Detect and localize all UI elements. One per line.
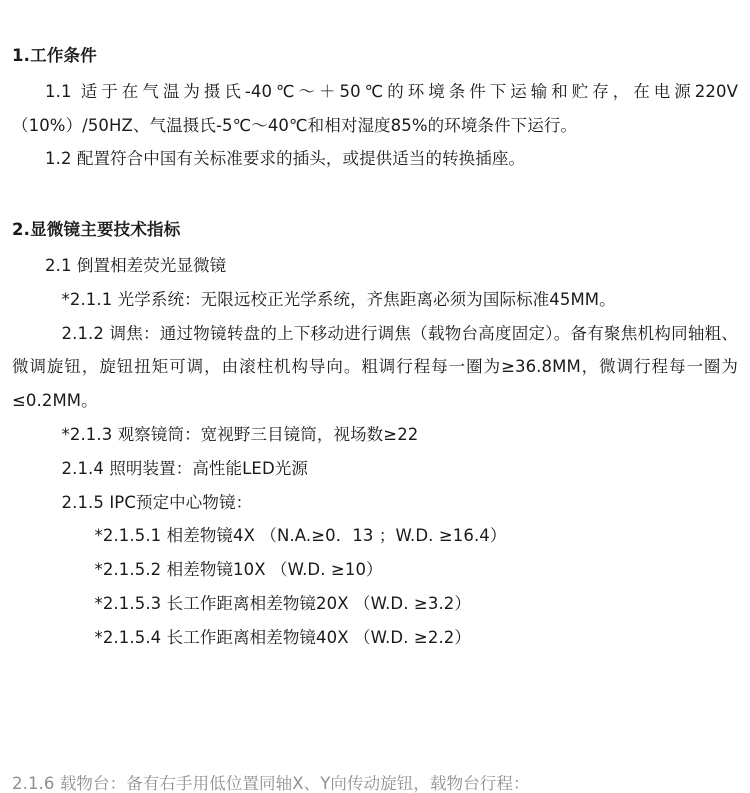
section-heading-1: 1.工作条件 <box>12 46 97 65</box>
paragraph-2-1-2: 2.1.2 调焦：通过物镜转盘的上下移动进行调焦（载物台高度固定）。备有聚焦机构同轴粗、微调旋钮，旋钮扭矩可调，由滚柱机构导向。粗调行程每一圈为≥36.8MM，微调行程每一圈为≤0.2MM。 <box>12 323 738 411</box>
paragraph-2-1-5-1: *2.1.5.1 相差物镜4X （N.A.≥0．13 ；W.D. ≥16.4） <box>94 526 507 546</box>
paragraph-2-1-5: 2.1.5 IPC预定中心物镜： <box>61 492 253 512</box>
paragraph-2-1-5-4: *2.1.5.4 长工作距离相差物镜40X （W.D. ≥2.2） <box>94 627 471 647</box>
paragraph-2-1-5-3: *2.1.5.3 长工作距离相差物镜20X （W.D. ≥3.2） <box>94 594 471 614</box>
paragraph-2-1-3: *2.1.3 观察镜筒：宽视野三目镜筒，视场数≥22 <box>61 425 419 444</box>
paragraph-2-1: 2.1 倒置相差荧光显微镜 <box>45 255 227 275</box>
truncated-line-container <box>0 767 750 793</box>
section-heading-2: 2.显微镜主要技术指标 <box>12 220 181 240</box>
paragraph-2-1-1: *2.1.1 光学系统：无限远校正光学系统，齐焦距离必须为国际标准45MM。 <box>61 289 616 309</box>
paragraph-1-2: 1.2 配置符合中国有关标准要求的插头，或提供适当的转换插座。 <box>45 149 526 169</box>
paragraph-1-1: 1.1 适于在气温为摄氏-40℃～＋50℃的环境条件下运输和贮存，在电源220V（10%）/50HZ、气温摄氏-5℃～40℃和相对湿度85%的环境条件下运行。 <box>12 81 738 135</box>
truncated-line: 2.1.6 载物台：备有右手用低位置同轴X、Y向传动旋钮，载物台行程： <box>12 774 530 793</box>
paragraph-2-1-5-2: *2.1.5.2 相差物镜10X （W.D. ≥10） <box>94 560 383 580</box>
paragraph-2-1-4: 2.1.4 照明装置：高性能LED光源 <box>61 458 308 478</box>
